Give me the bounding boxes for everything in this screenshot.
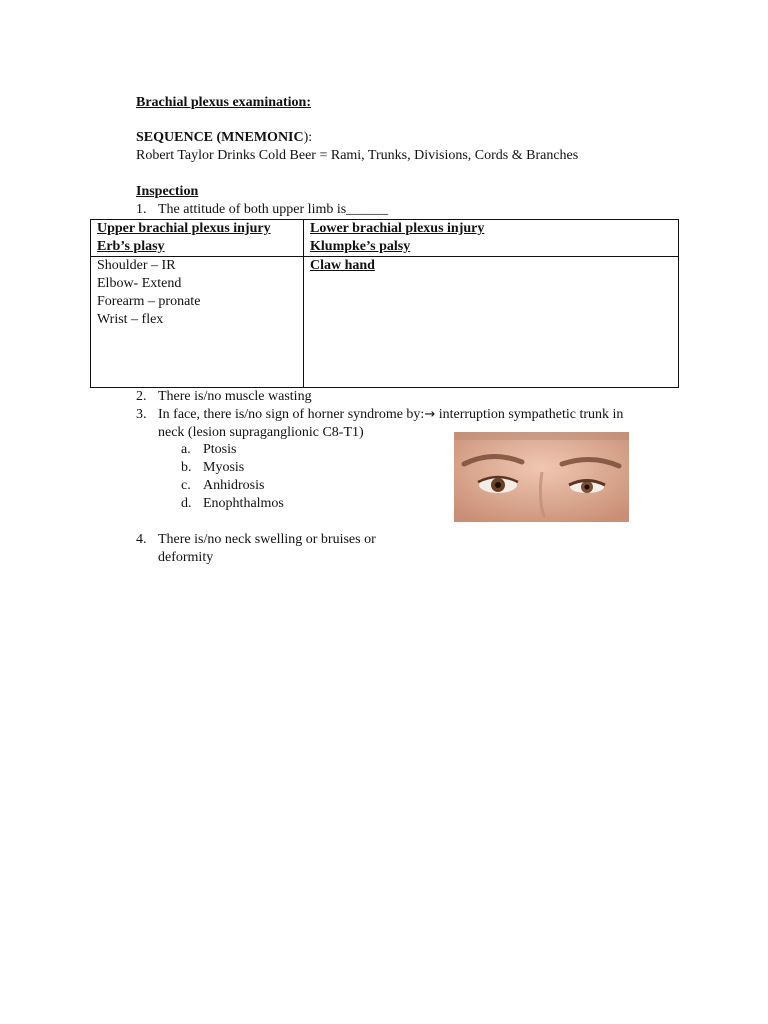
face-eyes-photo-icon (454, 432, 629, 522)
lower-injury-signs (304, 257, 679, 388)
sub-text: Anhidrosis (203, 478, 265, 493)
list-item-4-line2: deformity (158, 550, 214, 565)
list-number: 2. (136, 389, 147, 404)
list-number: 3. (136, 407, 147, 422)
list-item-3 (136, 406, 623, 424)
list-item-text: The attitude of both upper limb is______ (158, 202, 389, 217)
arrow-right-icon: → (424, 407, 436, 422)
sequence-label-rest: ): (303, 130, 313, 145)
upper-sign-forearm: Forearm – pronate (97, 294, 201, 309)
list-number: 1. (136, 202, 147, 217)
list-item-4 (136, 531, 376, 549)
horner-sign-ptosis (181, 441, 236, 459)
upper-sign-shoulder: Shoulder – IR (97, 258, 176, 273)
upper-injury-signs (91, 257, 304, 388)
horner-sign-anhidrosis (181, 477, 264, 495)
sub-letter: c. (181, 478, 191, 493)
table-row (91, 257, 679, 388)
table-header-row (91, 220, 679, 257)
lower-header-line1: Lower brachial plexus injury (310, 221, 485, 236)
sub-text: Enophthalmos (203, 496, 284, 511)
upper-header-line2: Erb’s plasy (97, 239, 165, 254)
lower-sign-claw-hand: Claw hand (310, 258, 375, 273)
list-item-text-continued: interruption sympathetic trunk in (435, 407, 624, 422)
sub-letter: a. (181, 442, 191, 457)
attitude-table (90, 219, 679, 388)
horner-sign-myosis (181, 459, 244, 477)
upper-sign-wrist: Wrist – flex (97, 312, 164, 327)
upper-header-line1: Upper brachial plexus injury (97, 221, 271, 236)
horner-sign-enophthalmos (181, 495, 284, 513)
lower-header-line2: Klumpke’s palsy (310, 239, 411, 254)
list-number: 4. (136, 532, 147, 547)
document-title: Brachial plexus examination: (136, 95, 312, 110)
inspection-heading: Inspection (136, 184, 199, 199)
list-item-text: There is/no neck swelling or bruises or (158, 532, 376, 547)
sub-letter: d. (181, 496, 192, 511)
sequence-label (136, 129, 312, 147)
sequence-label-bold: SEQUENCE (MNEMONIC (136, 130, 304, 145)
lower-injury-header (304, 220, 679, 257)
sub-letter: b. (181, 460, 192, 475)
upper-sign-elbow: Elbow- Extend (97, 276, 182, 291)
list-item-text: In face, there is/no sign of horner syndrome by: (158, 407, 425, 422)
face-eyes-photo (454, 432, 629, 522)
sub-text: Ptosis (203, 442, 237, 457)
mnemonic-text: Robert Taylor Drinks Cold Beer = Rami, Trunks, Divisions, Cords & Branches (136, 148, 579, 163)
list-item-2 (136, 388, 312, 406)
list-item-1 (136, 201, 388, 219)
sub-text: Myosis (203, 460, 245, 475)
upper-injury-header (91, 220, 304, 257)
list-item-3-line2: neck (lesion supraganglionic C8-T1) (158, 425, 364, 440)
list-item-text: There is/no muscle wasting (158, 389, 312, 404)
